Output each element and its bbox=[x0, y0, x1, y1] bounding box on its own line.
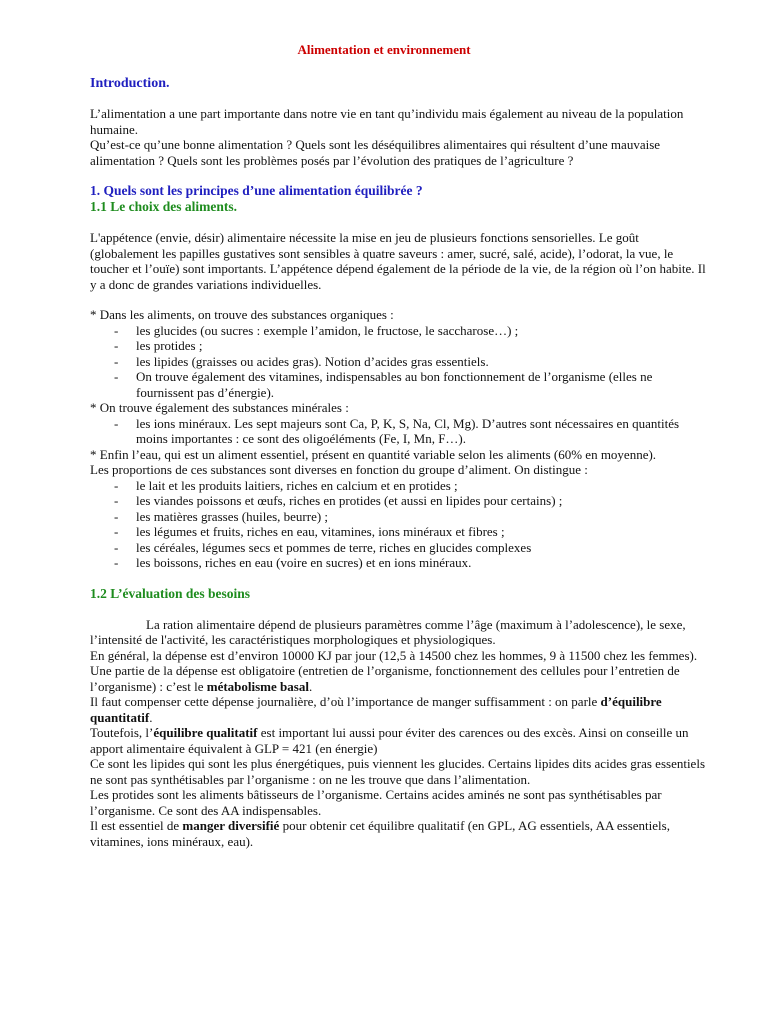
groups-intro: Les proportions de ces substances sont diverses en fonction du groupe d’aliment. On distingue : bbox=[90, 462, 588, 477]
ration-paragraph-7: Il est essentiel de manger diversifié pour obtenir cet équilibre qualitatif (en GPL, AG essentiels, AA essentiels, vitamines, ions minéraux, eau). bbox=[90, 818, 670, 849]
ration-paragraph-4: Toutefois, l’équilibre qualitatif est important lui aussi pour éviter des carences ou des excès. Ainsi on conseille un apport alimentaire équivalent à GLP = 421 (en énergie) bbox=[90, 725, 689, 756]
metabolisme-basal-term: métabolisme basal bbox=[206, 678, 309, 694]
intro-paragraph-2: Qu’est-ce qu’une bonne alimentation ? Quels sont les déséquilibres alimentaires qui résultent d’une mauvaise alimentation ? Quels sont les problèmes posés par l’évolution des pratiques de l’agriculture ? bbox=[90, 137, 661, 168]
section-1-heading: 1. Quels sont les principes d’une alimentation équilibrée ? bbox=[90, 183, 423, 198]
ration-paragraph-3: Il faut compenser cette dépense journalière, d’où l’importance de manger suffisamment : on parle d’équilibre quantitatif. bbox=[90, 694, 662, 725]
list-item: - les glucides (ou sucres : exemple l’amidon, le fructose, le saccharose…) ; bbox=[90, 323, 708, 339]
list-item: - les céréales, légumes secs et pommes de terre, riches en glucides complexes bbox=[90, 540, 708, 556]
section-1-1-heading: 1.1 Le choix des aliments. bbox=[90, 199, 237, 214]
organic-intro: * Dans les aliments, on trouve des substances organiques : bbox=[90, 307, 394, 322]
ration-paragraph-2: En général, la dépense est d’environ 10000 KJ par jour (12,5 à 14500 chez les hommes, 9 à 11500 chez les femmes). Une partie de la dépense est obligatoire (entretien de l’organisme, fonctionnement des cellules pour l’entretien de l’organisme) : c’est le métabolisme basal. bbox=[90, 647, 698, 694]
ration-paragraph-6: Les protides sont les aliments bâtisseurs de l’organisme. Certains acides aminés ne sont pas synthétisables par l’organisme. Ce sont des AA indispensables. bbox=[90, 787, 662, 818]
list-item: - les légumes et fruits, riches en eau, vitamines, ions minéraux et fibres ; bbox=[90, 524, 708, 540]
equilibre-quantitatif-term: d’équilibre quantitatif bbox=[90, 694, 662, 725]
water-paragraph: * Enfin l’eau, qui est un aliment essentiel, présent en quantité variable selon les aliments (60% en moyenne). bbox=[90, 446, 657, 462]
list-item: - les ions minéraux. Les sept majeurs sont Ca, P, K, S, Na, Cl, Mg). D’autres sont nécessaires en quantités moins importantes : ce sont des oligoéléments (Fe, I, Mn, F…). bbox=[90, 416, 708, 447]
ration-paragraph-1: La ration alimentaire dépend de plusieurs paramètres comme l’âge (maximum à l’adolescence), le sexe, l’intensité de l'activité, les caractéristiques morphologiques et physiologiques. bbox=[90, 616, 686, 647]
section-1-2-heading: 1.2 L’évaluation des besoins bbox=[90, 585, 251, 601]
mineral-list bbox=[90, 416, 708, 447]
intro-paragraph-1: L’alimentation a une part importante dans notre vie en tant qu’individu mais également au niveau de la population humaine. bbox=[90, 106, 684, 137]
appetence-paragraph: L'appétence (envie, désir) alimentaire nécessite la mise en jeu de plusieurs fonctions sensorielles. Le goût (globalement les papilles gustatives sont sensibles à quatre saveurs : amer, sucré, salé, acide), l’odorat, la vue, le toucher et l’ouïe) sont importants. L’appétence dépend également de la période de la vie, de la région où l’on habite. Il y a donc de grandes variations individuelles. bbox=[90, 230, 706, 292]
list-item: - les boissons, riches en eau (voire en sucres) et en ions minéraux. bbox=[90, 555, 708, 571]
list-item: - les protides ; bbox=[90, 338, 708, 354]
list-item: - On trouve également des vitamines, indispensables au bon fonctionnement de l’organisme (elles ne fournissent pas d’énergie). bbox=[90, 369, 708, 400]
list-item: - le lait et les produits laitiers, riches en calcium et en protides ; bbox=[90, 478, 708, 494]
ration-paragraph-5: Ce sont les lipides qui sont les plus énergétiques, puis viennent les glucides. Certains lipides dits acides gras essentiels ne sont pas synthétisables par l’organisme : on ne les trouve que dans l’alimentation. bbox=[90, 756, 705, 787]
mineral-intro: * On trouve également des substances minérales : bbox=[90, 400, 349, 415]
list-item: - les matières grasses (huiles, beurre) ; bbox=[90, 509, 708, 525]
list-item: - les lipides (graisses ou acides gras). Notion d’acides gras essentiels. bbox=[90, 354, 708, 370]
groups-list bbox=[90, 478, 708, 571]
organic-list bbox=[90, 323, 708, 401]
manger-diversifie-term: manger diversifié bbox=[182, 818, 280, 833]
document-title: Alimentation et environnement bbox=[297, 42, 471, 57]
equilibre-qualitatif-term: équilibre qualitatif bbox=[153, 725, 258, 740]
introduction-heading: Introduction. bbox=[90, 76, 170, 91]
list-item: - les viandes poissons et œufs, riches en protides (et aussi en lipides pour certains) ; bbox=[90, 493, 708, 509]
